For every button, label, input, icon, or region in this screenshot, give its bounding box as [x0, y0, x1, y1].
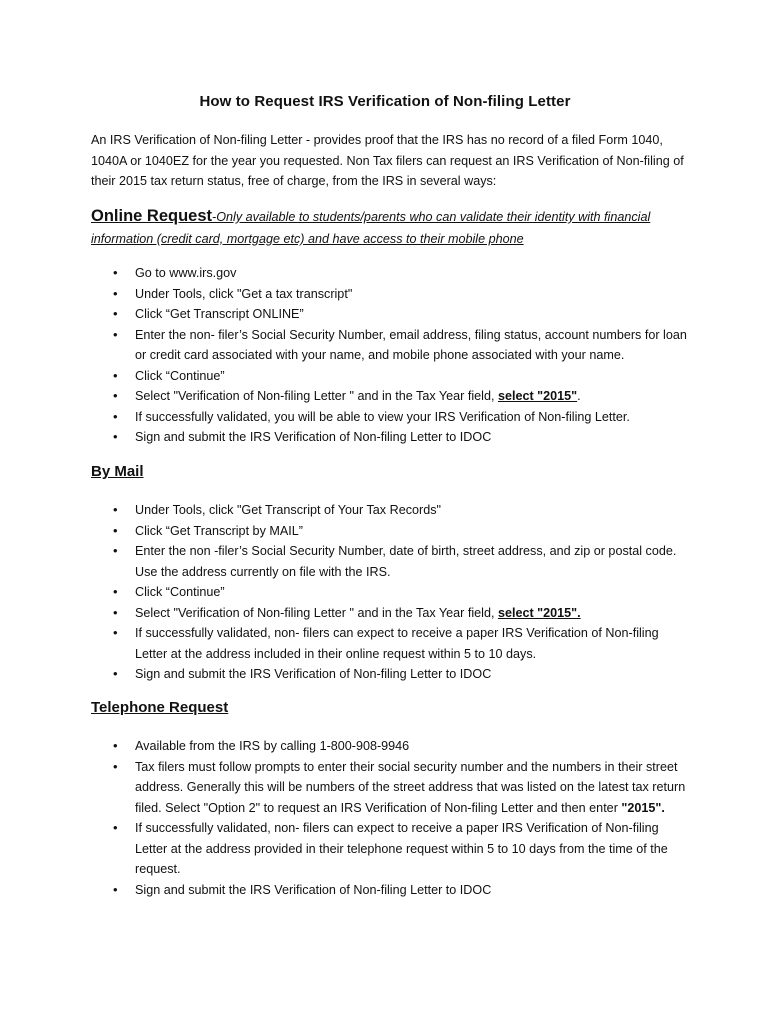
- list-item: • Sign and submit the IRS Verification of Non-filing Letter to IDOC: [113, 427, 693, 448]
- list-item: • Under Tools, click "Get Transcript of Your Tax Records": [113, 500, 693, 521]
- list-item: • If successfully validated, non- filers can expect to receive a paper IRS Verification of Non-filing Letter at the address provided in their telephone request within 5 to 10 days from the time of the request.: [113, 818, 693, 880]
- list-item: • Sign and submit the IRS Verification of Non-filing Letter to IDOC: [113, 880, 693, 901]
- list-item: • Click “Continue”: [113, 582, 693, 603]
- list-item: • Enter the non- filer’s Social Security Number, email address, filing status, account numbers for loan or credit card associated with your name, and mobile phone associated with your name.: [113, 325, 693, 366]
- list-item: • Select "Verification of Non-filing Letter " and in the Tax Year field, select "2015".: [113, 603, 693, 624]
- intro-paragraph: An IRS Verification of Non-filing Letter - provides proof that the IRS has no record of a filed Form 1040, 1040A or 1040EZ for the year you requested. Non Tax filers can request an IRS Verification of Non-filing of their 2015 tax return status, free of charge, from the IRS in several ways:: [91, 133, 684, 188]
- list-item: • Click “Get Transcript ONLINE”: [113, 304, 693, 325]
- by-mail-list: [113, 500, 693, 685]
- emphasis-text: select "2015".: [497, 605, 581, 620]
- list-item: • Tax filers must follow prompts to enter their social security number and the numbers in their street address. Generally this will be numbers of the street address that was listed on the latest tax return filed. Select "Option 2" to request an IRS Verification of Non-filing Letter and then enter "2015".: [113, 757, 693, 819]
- list-item: • If successfully validated, you will be able to view your IRS Verification of Non-filing Letter.: [113, 407, 693, 428]
- list-item: • Under Tools, click "Get a tax transcript": [113, 284, 693, 305]
- emphasis-text: select "2015": [497, 389, 578, 403]
- page-title: How to Request IRS Verification of Non-filing Letter: [199, 93, 571, 110]
- list-item: • Click “Get Transcript by MAIL”: [113, 521, 693, 542]
- list-item: • If successfully validated, non- filers can expect to receive a paper IRS Verification of Non-filing Letter at the address included in their online request within 5 to 10 days.: [113, 623, 693, 664]
- online-request-title: Online Request: [91, 207, 213, 225]
- online-request-note: -Only available to students/parents who can validate their identity with financial information (credit card, mortgage etc) and have access to their mobile phone: [91, 210, 651, 246]
- list-item: • Click “Continue”: [113, 366, 693, 387]
- telephone-request-list: [113, 736, 693, 900]
- telephone-request-heading: Telephone Request: [91, 699, 229, 716]
- bold-text: "2015".: [621, 800, 665, 815]
- list-item: • Select "Verification of Non-filing Letter " and in the Tax Year field, select "2015".: [113, 386, 693, 407]
- list-item: • Sign and submit the IRS Verification of Non-filing Letter to IDOC: [113, 664, 693, 685]
- list-item: • Enter the non -filer’s Social Security Number, date of birth, street address, and zip or postal code. Use the address currently on file with the IRS.: [113, 541, 693, 582]
- online-request-heading: [91, 205, 691, 250]
- online-request-list: [113, 263, 693, 448]
- by-mail-heading: By Mail: [91, 463, 144, 480]
- list-item: • Available from the IRS by calling 1-800-908-9946: [113, 736, 693, 757]
- list-item: • Go to www.irs.gov: [113, 263, 693, 284]
